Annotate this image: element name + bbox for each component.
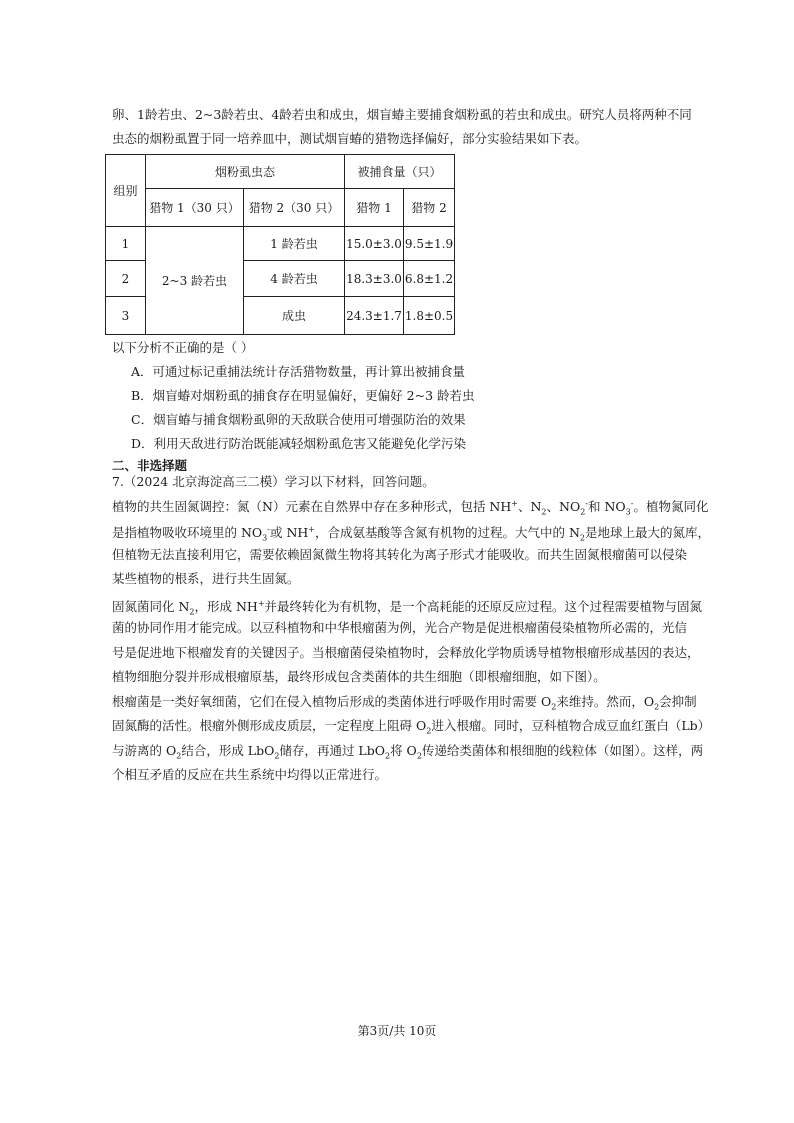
cell-v1: 15.0±3.0 (345, 227, 404, 261)
cell-v1: 24.3±1.7 (345, 297, 404, 335)
emphasis-char: 确 · (187, 340, 200, 355)
para1-line-1: 植物的共生固氮调控：氮（N）元素在自然界中存在多种形式，包括 NH+、$N_2$、$NO_2^-$和 $NO_3^-$。植物氮同化 (112, 499, 709, 517)
header-prey2: 猎物 2（30 只） (244, 189, 345, 227)
option-c: C．烟盲蝽与捕食烟粉虱卵的天敌联合使用可增强防治的效果 (131, 412, 466, 427)
intro-line-1: 卵、1龄若虫、2~3龄若虫、4龄若虫和成虫，烟盲蝽主要捕食烟粉虱的若虫和成虫。研究人员将两种不同 (112, 107, 692, 122)
header-eaten: 被捕食量（只） (345, 155, 455, 189)
cell-prey2: 成虫 (244, 297, 345, 335)
header-prey1: 猎物 1（30 只） (146, 189, 244, 227)
cell-group: 2 (106, 261, 146, 297)
emphasis-char: 正 · (175, 340, 188, 355)
para2-line-3: 号是促进地下根瘤发育的关键因子。当根瘤菌侵染植物时，会释放化学物质诱导植物根瘤形成基因的表达， (112, 645, 700, 660)
header-p1: 猎物 1 (345, 189, 404, 227)
para2-line-1: 固氮菌同化 $N_2$，形成 NH+并最终转化为有机物，是一个高耗能的还原反应过程。这个过程需要植物与固氮 (112, 599, 703, 617)
para3-line-1: 根瘤菌是一类好氧细菌，它们在侵入植物后形成的类菌体进行呼吸作用时需要 $O_2$来维持。然而，$O_2$会抑制 (112, 694, 697, 712)
page-footer: 第3页/共 10页 (357, 1024, 437, 1038)
para3-line-2: 固氮酶的活性。根瘤外侧形成皮质层，一定程度上阻碍 $O_2$进入根瘤。同时，豆科植物合成豆血红蛋白（Lb） (112, 718, 711, 736)
cell-group: 1 (106, 227, 146, 261)
header-stage: 烟粉虱虫态 (146, 155, 345, 189)
option-d: D．利用天敌进行防治既能减轻烟粉虱危害又能避免化学污染 (131, 436, 467, 451)
para1-line-3: 但植物无法直接利用它，需要依赖固氮微生物将其转化为离子形式才能吸收。而共生固氮根瘤菌可以侵染 (112, 547, 688, 562)
cell-v2: 9.5±1.9 (404, 227, 455, 261)
para3-line-3: 与游离的 $O_2$结合，形成 LbO$_2$储存，再通过 LbO$_2$将 $O_2$传递给类菌体和根细胞的线粒体（如图）。这样，两 (112, 743, 704, 761)
option-b: B．烟盲蝽对烟粉虱的捕食存在明显偏好，更偏好 2~3 龄若虫 (131, 388, 475, 403)
cell-v2: 1.8±0.5 (404, 297, 455, 335)
para1-line-2: 是指植物吸收环境里的 $NO_3^-$或 NH+，合成氨基酸等含氮有机物的过程。大气中的 $N_2$是地球上最大的氮库， (112, 525, 711, 543)
cell-v1: 18.3±3.0 (345, 261, 404, 297)
section-title: 二、非选择题 (112, 458, 188, 473)
option-a: A．可通过标记重捕法统计存活猎物数量，再计算出被捕食量 (131, 364, 466, 379)
cell-shared-prey1: 2~3 龄若虫 (146, 227, 244, 335)
header-p2: 猎物 2 (404, 189, 455, 227)
cell-prey2: 4 龄若虫 (244, 261, 345, 297)
question-stem: 以下分析不正 ·确 ·的是（ ） (112, 336, 692, 360)
table-row (106, 227, 455, 261)
cell-group: 3 (106, 297, 146, 335)
intro-line-2: 虫态的烟粉虱置于同一培养皿中，测试烟盲蝽的猎物选择偏好，部分实验结果如下表。 (112, 131, 588, 146)
para1-line-4: 某些植物的根系，进行共生固氮。 (112, 571, 300, 586)
para2-line-4: 植物细胞分裂并形成根瘤原基，最终形成包含类菌体的共生细胞（即根瘤细胞，如下图）。 (112, 669, 606, 684)
q7-title: 7.（2024 北京海淀高三二模）学习以下材料，回答问题。 (112, 474, 435, 489)
header-group: 组别 (106, 155, 146, 227)
experiment-table (105, 154, 455, 335)
para3-line-4: 个相互矛盾的反应在共生系统中均得以正常进行。 (112, 767, 388, 782)
cell-v2: 6.8±1.2 (404, 261, 455, 297)
cell-prey2: 1 龄若虫 (244, 227, 345, 261)
para2-line-2: 菌的协同作用才能完成。以豆科植物和中华根瘤菌为例，光合产物是促进根瘤菌侵染植物所必需的，光信 (112, 620, 688, 635)
